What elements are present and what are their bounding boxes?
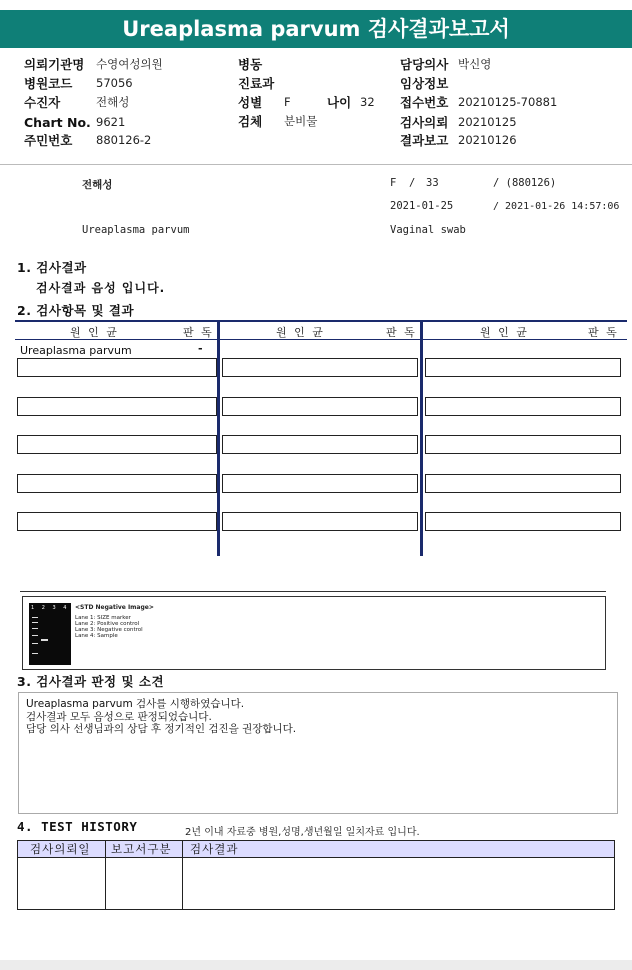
result-box — [17, 512, 217, 531]
header-age-row — [327, 94, 375, 112]
patient-label: 수진자 — [24, 95, 61, 110]
patient-sex: F — [390, 177, 397, 189]
section3-title: 3. 검사결과 판정 및 소견 — [17, 674, 165, 689]
result-box — [17, 435, 217, 454]
result-box — [222, 397, 418, 416]
test-name: Ureaplasma parvum — [82, 224, 190, 236]
patient-value: 전해성 — [96, 95, 130, 109]
history-table — [17, 840, 615, 910]
history-col-divider — [182, 841, 183, 909]
result-organism-name: Ureaplasma parvum — [20, 344, 132, 357]
receipt-no-value: 20210125-70881 — [458, 95, 558, 109]
doctor-value: 박신영 — [458, 57, 492, 71]
hospital-code-label: 병원코드 — [24, 76, 73, 91]
result-box — [222, 358, 418, 377]
specimen-label: 검체 — [238, 114, 263, 129]
gel-lane-numbers: 1 2 3 4 — [31, 605, 70, 611]
specimen-value: 분비물 — [284, 114, 318, 128]
header-ward-row — [238, 56, 262, 74]
hospital-code-value: 57056 — [96, 76, 133, 90]
gel-legend-line: Lane 1: SIZE marker — [75, 615, 131, 621]
request-date: 2021-01-25 — [390, 200, 454, 212]
header-chart-row — [24, 114, 126, 132]
results-table-divider-1 — [217, 322, 220, 556]
header-hospital-code-row — [24, 75, 133, 93]
chart-no-label: Chart No. — [24, 115, 91, 130]
sex-value: F — [284, 95, 291, 109]
gel-legend-title: <STD Negative Image> — [75, 604, 154, 611]
gel-band — [41, 639, 48, 641]
patient-birth: / (880126) — [493, 177, 557, 189]
patient-age: 33 — [426, 177, 439, 189]
col2-result-header: 판 독 — [386, 326, 417, 339]
header-dept-row — [238, 75, 274, 93]
history-col-request-date: 검사의뢰일 — [30, 842, 91, 856]
section1-title: 1. 검사결과 — [17, 260, 87, 275]
clinical-info-label: 임상정보 — [400, 76, 449, 91]
doctor-label: 담당의사 — [400, 57, 449, 72]
image-divider — [20, 591, 606, 592]
section2-title: 2. 검사항목 및 결과 — [17, 303, 135, 318]
request-date-value: 20210125 — [458, 115, 517, 129]
history-col-divider — [105, 841, 106, 909]
col2-organism-header: 원 인 균 — [276, 326, 325, 339]
results-table-top-rule — [15, 320, 627, 322]
result-box — [17, 358, 217, 377]
result-box — [425, 512, 621, 531]
header-sex-row — [238, 94, 291, 112]
history-table-header — [18, 841, 614, 858]
col3-organism-header: 원 인 균 — [480, 326, 529, 339]
history-col-result: 검사결과 — [190, 842, 239, 856]
chart-no-value: 9621 — [96, 115, 126, 129]
header-receipt-row — [400, 94, 558, 112]
section4-title: 4. TEST HISTORY — [17, 819, 138, 834]
result-box — [222, 474, 418, 493]
header-rrn-row — [24, 132, 152, 150]
header-clinical-row — [400, 75, 448, 93]
footer-band — [0, 960, 632, 970]
ward-label: 병동 — [238, 57, 263, 72]
interpretation-box — [18, 692, 618, 814]
report-datetime: / 2021-01-26 14:57:06 — [493, 201, 620, 212]
receipt-no-label: 접수번호 — [400, 95, 449, 110]
header-divider — [0, 164, 632, 165]
interpretation-line: Ureaplasma parvum 검사를 시행하였습니다. — [26, 698, 245, 710]
result-box — [17, 397, 217, 416]
col3-result-header: 판 독 — [588, 326, 619, 339]
agency-label: 의뢰기관명 — [24, 57, 85, 72]
gel-band — [32, 622, 38, 623]
gel-band — [32, 617, 38, 618]
rrn-label: 주민번호 — [24, 133, 73, 148]
specimen-type: Vaginal swab — [390, 224, 466, 236]
header-specimen-row — [238, 113, 318, 131]
result-organism-value: - — [198, 342, 203, 355]
result-box — [425, 358, 621, 377]
gel-band — [32, 635, 38, 636]
header-report-row — [400, 132, 517, 150]
col1-organism-header: 원 인 균 — [70, 326, 119, 339]
dept-label: 진료과 — [238, 76, 275, 91]
gel-band — [32, 643, 38, 644]
gel-image — [29, 603, 71, 665]
result-box — [425, 435, 621, 454]
gel-legend-line: Lane 3: Negative control — [75, 627, 143, 633]
age-value: 32 — [360, 95, 375, 109]
result-box — [222, 512, 418, 531]
sex-label: 성별 — [238, 95, 263, 110]
report-title: Ureaplasma parvum 검사결과보고서 — [0, 10, 632, 48]
interpretation-line: 담당 의사 선생님과의 상담 후 정기적인 검진을 권장합니다. — [26, 723, 297, 735]
history-col-report-type: 보고서구분 — [111, 842, 172, 856]
history-note: 2년 이내 자료중 병원,성명,생년월일 일치자료 입니다. — [185, 827, 420, 838]
results-table-divider-2 — [420, 322, 423, 556]
result-box — [17, 474, 217, 493]
gel-legend-line: Lane 4: Sample — [75, 633, 118, 639]
report-date-label: 결과보고 — [400, 133, 449, 148]
patient-sep: / — [409, 177, 416, 189]
rrn-value: 880126-2 — [96, 133, 152, 147]
agency-value: 수영여성의원 — [96, 57, 163, 71]
result-box — [222, 435, 418, 454]
section1-result: 검사결과 음성 입니다. — [36, 281, 166, 295]
header-patient-row — [24, 94, 130, 112]
gel-band — [32, 628, 38, 629]
header-doctor-row — [400, 56, 492, 74]
report-date-value: 20210126 — [458, 133, 517, 147]
gel-band — [32, 653, 38, 654]
result-box — [425, 397, 621, 416]
age-label: 나이 — [327, 95, 352, 110]
patient-name: 전해성 — [82, 179, 113, 191]
header-agency-row — [24, 56, 163, 74]
request-date-label: 검사의뢰 — [400, 115, 449, 130]
result-box — [425, 474, 621, 493]
gel-legend — [75, 605, 154, 639]
gel-legend-line: Lane 2: Positive control — [75, 621, 140, 627]
col1-result-header: 판 독 — [183, 326, 214, 339]
header-request-row — [400, 114, 517, 132]
gel-image-frame — [22, 596, 606, 670]
interpretation-line: 검사결과 모두 음성으로 판정되었습니다. — [26, 710, 212, 723]
